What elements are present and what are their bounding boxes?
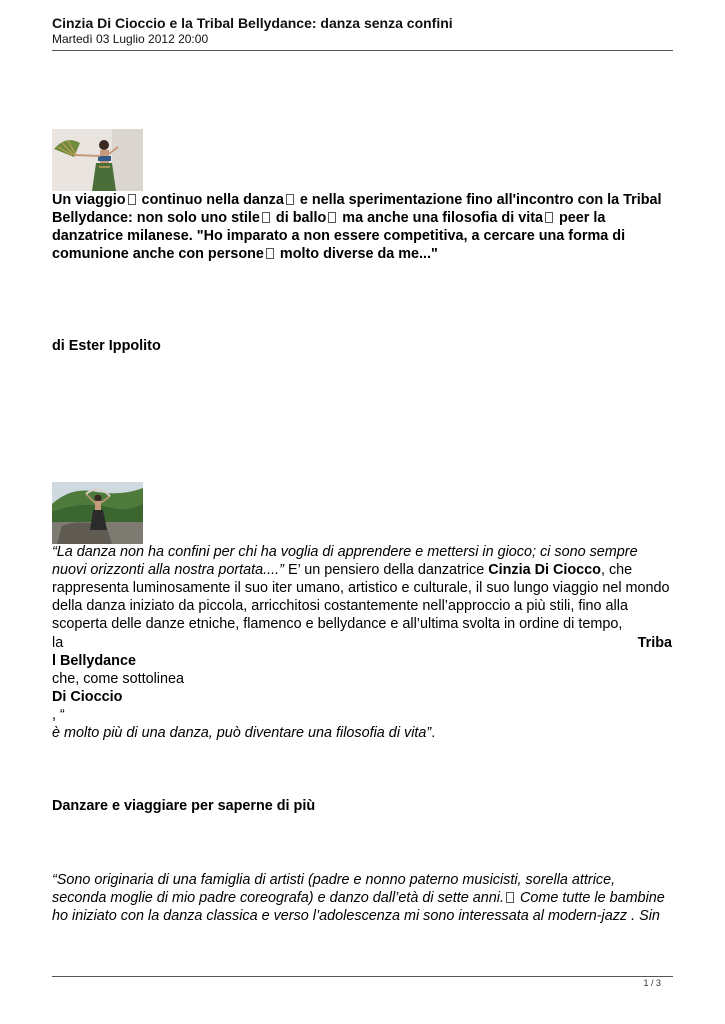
text-comma: , “	[52, 707, 65, 723]
byline: di Ester Ippolito	[52, 338, 161, 354]
quote-2-line	[52, 724, 673, 742]
justified-line	[52, 634, 672, 652]
intro-text-6: peer la danzatrice milanese. "Ho imparato a non essere competitiva, a cercare una forma di comunione anche con persone	[52, 210, 626, 262]
page-number: 1 / 3	[643, 978, 661, 988]
dancer-name: Cinzia Di Ciocco	[488, 562, 601, 578]
dancer-photo-1	[52, 129, 143, 191]
body-text: E’ un pensiero della danzatrice	[283, 562, 489, 578]
text-che: che, come sottolinea	[52, 671, 184, 687]
intro-text-5: ma anche una filosofia di vita	[338, 210, 543, 226]
intro-text-4: di ballo	[271, 210, 327, 226]
text-triba: Triba	[637, 635, 672, 651]
intro-text-3: e nella sperimentazione fino all'incontro con la Tribal Bellydance: non solo uno stile	[52, 192, 662, 226]
body-paragraph	[52, 543, 673, 633]
missing-glyph-icon	[328, 212, 336, 223]
header-rule	[52, 50, 673, 51]
footer-rule	[52, 976, 673, 977]
text-la: la	[52, 635, 64, 651]
page-header-date: Martedì 03 Luglio 2012 20:00	[52, 32, 209, 46]
quote-1: “La danza non ha confini per chi ha voglia di apprendere e mettersi in gioco; ci sono sempre nuovi orizzonti alla nostra portata....”	[52, 544, 638, 578]
missing-glyph-icon	[506, 892, 514, 903]
text-di-cioccio: Di Cioccio	[52, 689, 123, 705]
missing-glyph-icon	[262, 212, 270, 223]
last-paragraph	[52, 871, 673, 925]
missing-glyph-icon	[545, 212, 553, 223]
intro-text-2: continuo nella danza	[137, 192, 284, 208]
missing-glyph-icon	[266, 248, 274, 259]
intro-text-1: Un viaggio	[52, 192, 126, 208]
intro-text-7: molto diverse da me..."	[275, 246, 438, 262]
text-bellydance: l Bellydance	[52, 653, 136, 669]
dancer-photo-2	[52, 482, 143, 544]
last-text-2: Come tutte le bambine ho iniziato con la danza classica e verso l’adolescenza mi sono interessata al modern-jazz . Sin	[52, 890, 665, 924]
intro-paragraph	[52, 191, 673, 263]
last-text-1: “Sono originaria di una famiglia di artisti (padre e nonno paterno musicisti, sorella attrice, seconda moglie di mio padre coreografa) e danzo dall’età di sette anni.	[52, 872, 616, 906]
quote-2: è molto più di una danza, può diventare una filosofia di vita”	[52, 725, 432, 741]
page-header-title: Cinzia Di Cioccio e la Tribal Bellydance: danza senza confini	[52, 15, 453, 31]
body-text-rest: , che rappresenta luminosamente il suo iter umano, artistico e culturale, il suo lungo viaggio nel mondo della danza iniziato da piccola, arricchitosi costantemente nell’approccio a più stili, fino alla scoperta delle danze etniche, flamenco e bellydance e all’ultima svolta in ordine di tempo,	[52, 562, 670, 632]
missing-glyph-icon	[286, 194, 294, 205]
section-heading: Danzare e viaggiare per saperne di più	[52, 798, 316, 814]
quote-2-period: .	[431, 725, 436, 741]
missing-glyph-icon	[128, 194, 136, 205]
